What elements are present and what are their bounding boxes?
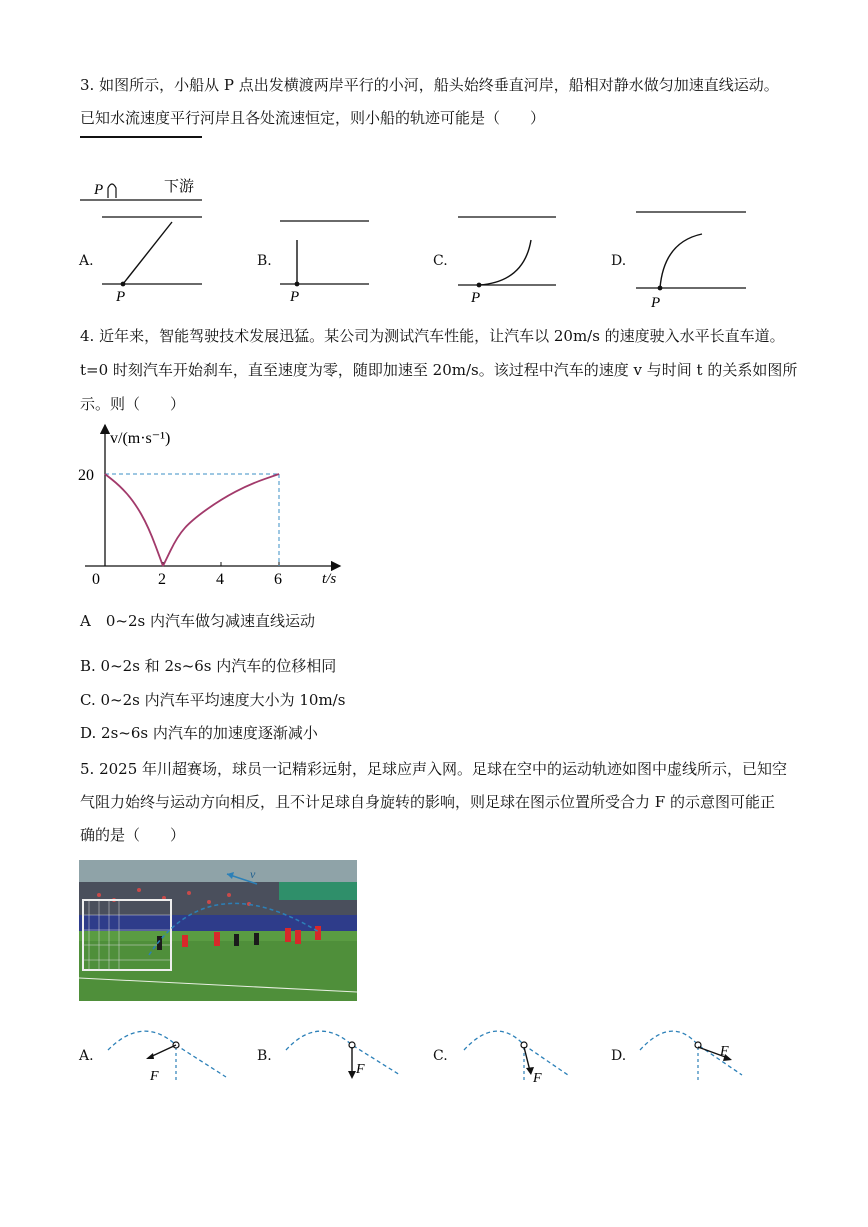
q5-a-force-label: F bbox=[150, 1069, 159, 1084]
q3-c-point-label: P bbox=[471, 290, 481, 306]
q3-downstream-label: 下游 bbox=[164, 179, 195, 195]
q5-b-force-label: F bbox=[356, 1062, 365, 1077]
x-tick-label: 6 bbox=[274, 571, 282, 588]
y-tick-label: 20 bbox=[78, 467, 94, 484]
velocity-curve-2 bbox=[163, 474, 279, 566]
q4-stem-line3: 示。则（ ） bbox=[80, 395, 186, 413]
q4-option-d: D. 2s~6s 内汽车的加速度逐渐减小 bbox=[80, 724, 318, 742]
q4-stem-line1: 4. 近年来，智能驾驶技术发展迅猛。某公司为测试汽车性能，让汽车以 20m/s 的速度驶入水平长直车道。 bbox=[80, 327, 785, 345]
boat-icon bbox=[108, 184, 116, 198]
q5-stem-line3: 确的是（ ） bbox=[80, 826, 186, 844]
q3-d-point-label: P bbox=[651, 295, 661, 310]
y-axis-label: v/(m·s⁻¹) bbox=[110, 430, 171, 447]
q3-boat-label: P bbox=[94, 182, 104, 198]
x-tick-label: 0 bbox=[92, 571, 100, 588]
q4-option-a: A 0~2s 内汽车做匀减速直线运动 bbox=[80, 612, 315, 630]
q3-stem-line2: 已知水流速度平行河岸且各处流速恒定，则小船的轨迹可能是（ ） bbox=[80, 109, 546, 127]
q5-stem-line2: 气阻力始终与运动方向相反，且不计足球自身旋转的影响，则足球在图示位置所受合力 F 的示意图可能正 bbox=[80, 793, 775, 811]
q3-a-point-label: P bbox=[116, 289, 126, 305]
q3-figures bbox=[78, 130, 868, 310]
q4-option-c: C. 0~2s 内汽车平均速度大小为 10m/s bbox=[80, 691, 346, 709]
q3-option-b-label: B. bbox=[257, 253, 272, 269]
q5-d-force-label: F bbox=[720, 1044, 729, 1059]
q3-option-a-label: A. bbox=[79, 253, 94, 269]
x-tick-label: 2 bbox=[158, 571, 166, 588]
velocity-curve-1 bbox=[105, 474, 163, 566]
x-tick-label: 4 bbox=[216, 571, 224, 588]
q5-force-figures bbox=[78, 1025, 768, 1095]
q4-stem-line2: t=0 时刻汽车开始刹车，直至速度为零，随即加速至 20m/s。该过程中汽车的速度 v 与时间 t 的关系如图所 bbox=[80, 361, 798, 379]
q3-stem-line1: 3. 如图所示，小船从 P 点出发横渡两岸平行的小河，船头始终垂直河岸，船相对静水做匀加速直线运动。 bbox=[80, 76, 779, 94]
stadium-photo bbox=[79, 860, 357, 1001]
q3-option-c-label: C. bbox=[433, 253, 448, 269]
vt-chart bbox=[75, 420, 365, 595]
q5-option-d-label: D. bbox=[611, 1048, 627, 1064]
photo-v-label: v bbox=[250, 867, 256, 881]
q4-option-b: B. 0~2s 和 2s~6s 内汽车的位移相同 bbox=[80, 657, 337, 675]
q5-option-b-label: B. bbox=[257, 1048, 272, 1064]
q3-c-trajectory bbox=[479, 240, 531, 285]
q5-stem-line1: 5. 2025 年川超赛场，球员一记精彩远射，足球应声入网。足球在空中的运动轨迹如图中虚线所示，已知空 bbox=[80, 760, 788, 778]
q5-option-a-label: A. bbox=[79, 1048, 94, 1064]
q3-d-trajectory bbox=[660, 234, 702, 288]
q3-option-d-label: D. bbox=[611, 253, 627, 269]
q5-option-c-label: C. bbox=[433, 1048, 448, 1064]
x-axis-label: t/s bbox=[322, 571, 337, 587]
q3-b-point-label: P bbox=[290, 289, 300, 305]
q3-a-trajectory bbox=[123, 222, 172, 284]
q5-c-force-label: F bbox=[533, 1071, 542, 1086]
